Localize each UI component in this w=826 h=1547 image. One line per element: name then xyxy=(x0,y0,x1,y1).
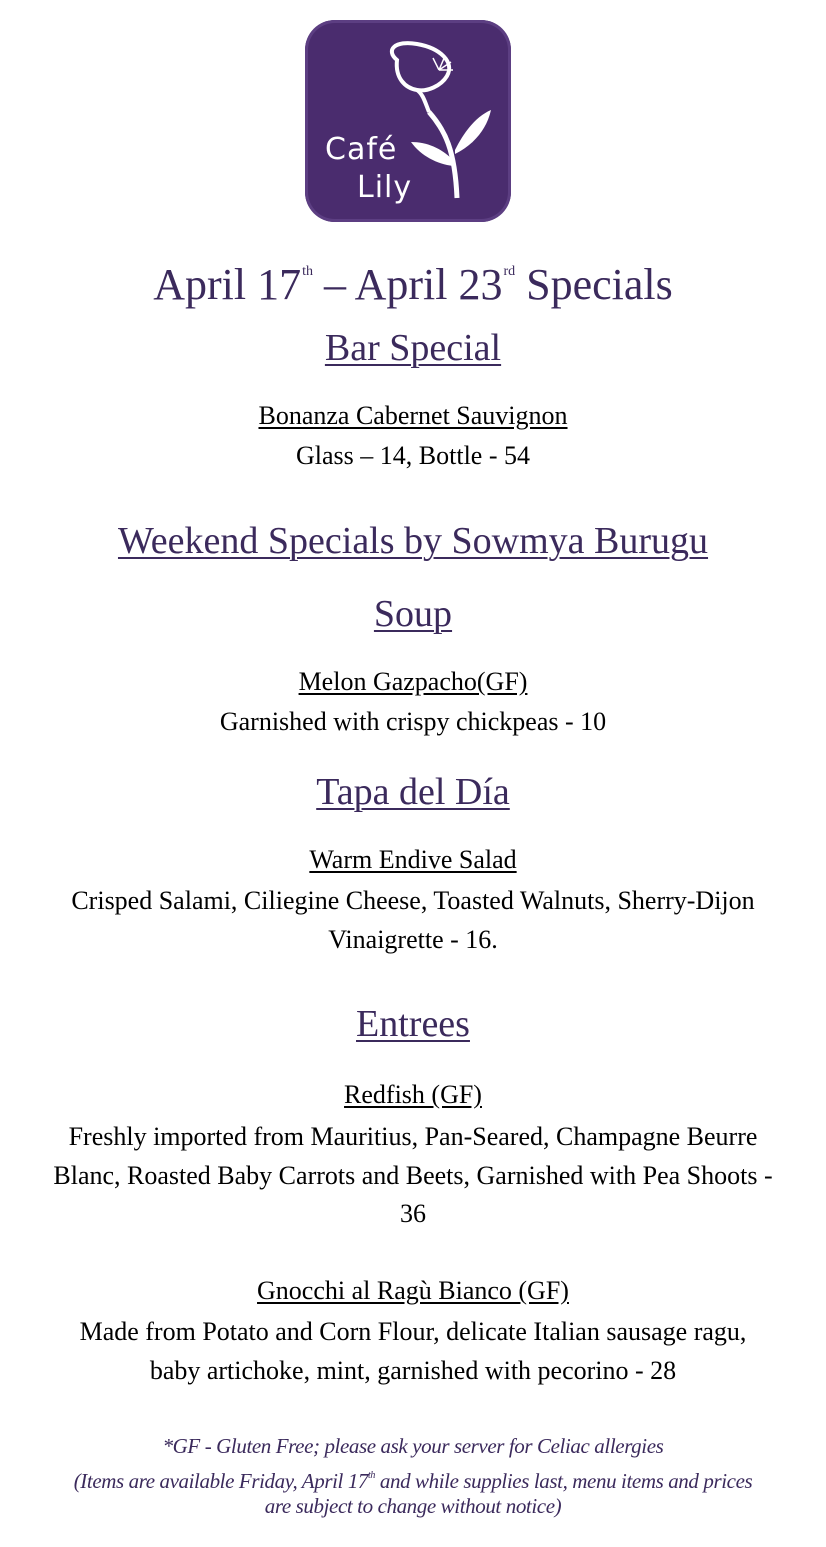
soup-item-desc: Garnished with crispy chickpeas - 10 xyxy=(219,707,607,736)
section-heading-soup: Soup xyxy=(373,593,453,635)
bar-item-desc: Glass – 14, Bottle - 54 xyxy=(296,441,530,470)
title-ordinal-1: th xyxy=(302,264,313,279)
gluten-free-note: *GF - Gluten Free; please ask your server for Celiac allergies xyxy=(162,1434,664,1458)
section-heading-bar: Bar Special xyxy=(324,327,502,369)
title-ordinal-2: rd xyxy=(503,264,516,279)
section-heading-weekend: Weekend Specials by Sowmya Burugu xyxy=(117,520,709,562)
logo-text-lily: Lily xyxy=(357,170,413,205)
availability-note-text-1: (Items are available Friday, April 17 xyxy=(73,1469,369,1493)
availability-note-ordinal: th xyxy=(368,1470,376,1481)
section-heading-tapa: Tapa del Día xyxy=(316,771,510,813)
title-text-1: April 17 xyxy=(153,260,302,309)
price-change-note: are subject to change without notice) xyxy=(264,1494,562,1518)
entree-item-name: Gnocchi al Ragù Bianco (GF) xyxy=(257,1276,569,1305)
entree-item-name: Redfish (GF) xyxy=(344,1080,482,1109)
entree-item-desc-line: Blanc, Roasted Baby Carrots and Beets, Garnished with Pea Shoots - xyxy=(53,1161,773,1190)
title-text-3: Specials xyxy=(515,260,673,309)
page-title xyxy=(0,244,826,313)
entree-item-desc-line: Made from Potato and Corn Flour, delicate Italian sausage ragu, xyxy=(79,1317,747,1346)
entree-item-desc-line: Freshly imported from Mauritius, Pan-Seared, Champagne Beurre xyxy=(68,1122,758,1151)
tapa-item-desc-line-1: Crisped Salami, Ciliegine Cheese, Toasted Walnuts, Sherry-Dijon xyxy=(71,886,755,915)
logo-text-cafe: Café xyxy=(325,132,398,167)
availability-note-text-2: and while supplies last, menu items and prices xyxy=(375,1469,753,1493)
entree-item-desc-line: baby artichoke, mint, garnished with pecorino - 28 xyxy=(149,1356,677,1385)
tapa-item-name: Warm Endive Salad xyxy=(309,845,517,874)
bar-item-name: Bonanza Cabernet Sauvignon xyxy=(258,401,568,430)
tapa-item-desc-line-2: Vinaigrette - 16. xyxy=(328,925,498,954)
soup-item-name: Melon Gazpacho(GF) xyxy=(298,667,528,696)
section-heading-entrees: Entrees xyxy=(356,1003,470,1045)
title-text-2: – April 23 xyxy=(313,260,503,309)
entree-item-desc-line: 36 xyxy=(400,1199,426,1228)
cafe-lily-logo xyxy=(305,20,511,222)
